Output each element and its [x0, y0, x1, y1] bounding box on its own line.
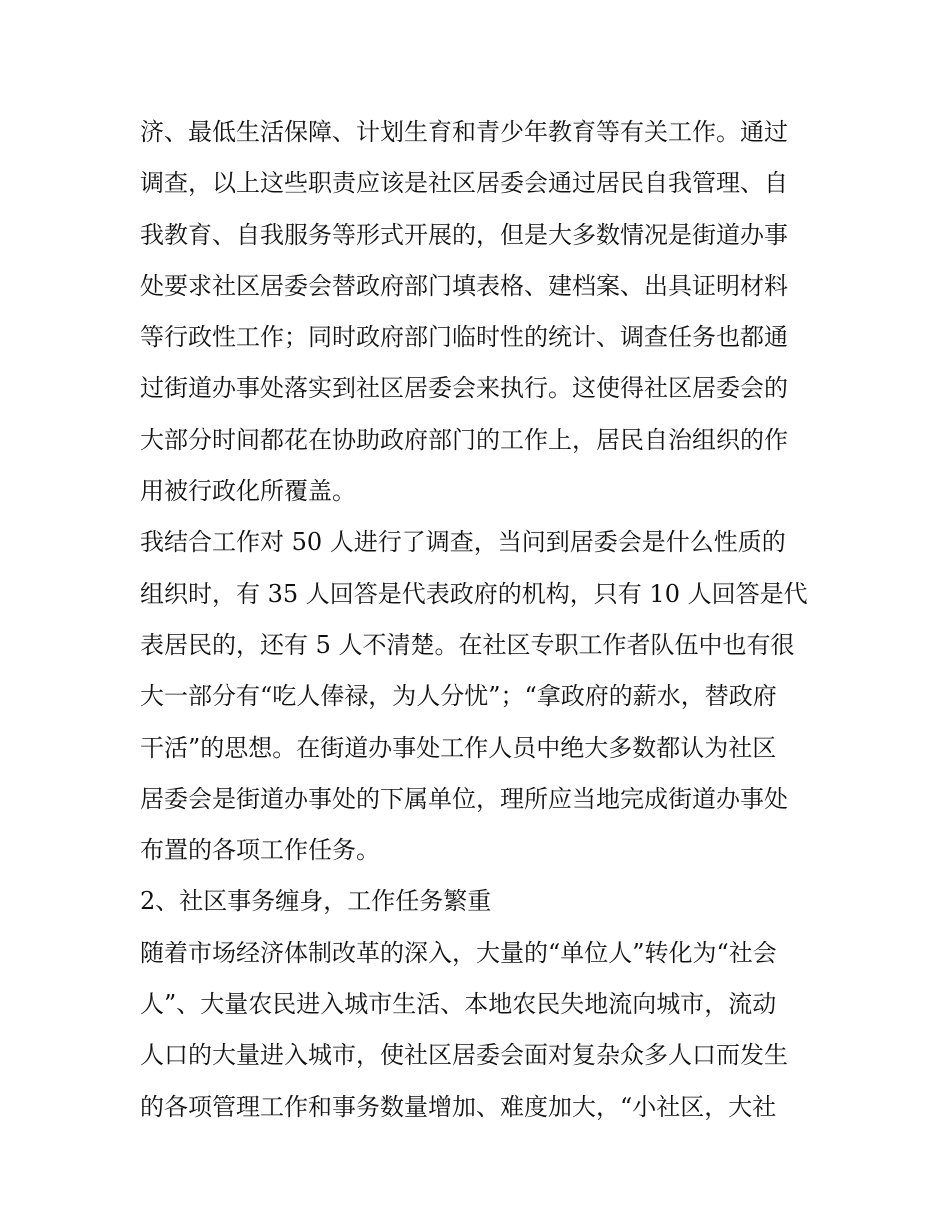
text-line: 过街道办事处落实到社区居委会来执行。这使得社区居委会的 — [140, 374, 788, 403]
text-line: 我教育、自我服务等形式开展的，但是大多数情况是街道办事 — [140, 220, 788, 249]
text-line: 调查，以上这些职责应该是社区居委会通过居民自我管理、自 — [140, 169, 788, 198]
text-line: 的各项管理工作和事务数量增加、难度加大，“小社区，大社 — [140, 1092, 777, 1121]
section-heading: 2、社区事务缠身，工作任务繁重 — [140, 887, 492, 916]
text-line: 居委会是街道办事处的下属单位，理所应当地完成街道办事处 — [140, 784, 788, 813]
text-line: 随着市场经济体制改革的深入，大量的“单位人”转化为“社会 — [140, 938, 777, 967]
text-line: 组织时，有 35 人回答是代表政府的机构，只有 10 人回答是代 — [140, 579, 808, 608]
text-line: 人”、大量农民进入城市生活、本地农民失地流向城市，流动 — [140, 990, 777, 1019]
text-line: 等行政性工作；同时政府部门临时性的统计、调查任务也都通 — [140, 323, 788, 352]
text-line: 用被行政化所覆盖。 — [140, 477, 356, 506]
text-line: 表居民的，还有 5 人不清楚。在社区专职工作者队伍中也有很 — [140, 630, 795, 659]
text-line: 我结合工作对 50 人进行了调查，当问到居委会是什么性质的 — [140, 528, 786, 557]
text-line: 大一部分有“吃人俸禄，为人分忧”；“拿政府的薪水，替政府 — [140, 682, 777, 711]
text-line: 布置的各项工作任务。 — [140, 836, 380, 865]
text-line: 人口的大量进入城市，使社区居委会面对复杂众多人口而发生 — [140, 1041, 788, 1070]
text-line: 处要求社区居委会替政府部门填表格、建档案、出具证明材料 — [140, 271, 788, 300]
text-line: 干活”的思想。在街道办事处工作人员中绝大多数都认为社区 — [140, 733, 777, 762]
document-page — [140, 107, 820, 1133]
text-line: 大部分时间都花在协助政府部门的工作上，居民自治组织的作 — [140, 425, 788, 454]
text-line: 济、最低生活保障、计划生育和青少年教育等有关工作。通过 — [140, 118, 788, 146]
